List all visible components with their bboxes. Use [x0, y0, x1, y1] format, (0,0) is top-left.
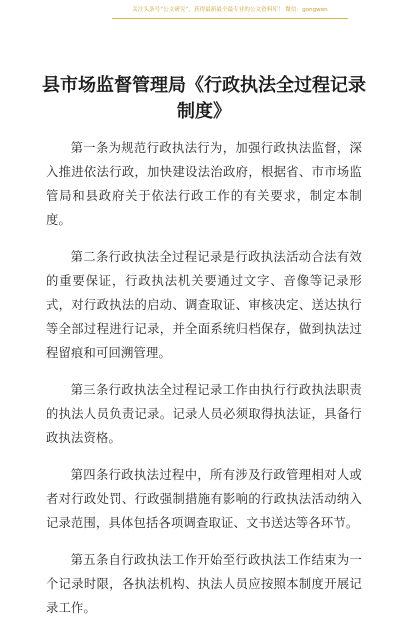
article-1-paragraph: 第一条为规范行政执法行为，加强行政执法监督，深入推进依法行政，加快建设法治政府，根据省、市市场监管局和县政府关于依法行政工作的有关要求，制定本制度。: [46, 141, 362, 227]
document-title: 县市场监督管理局《行政执法全过程记录制度》: [42, 75, 366, 122]
banner-text: 关注头条号“公文研究”，获得最新最全最专业的公文资料库！ 微信：gongwen: [132, 7, 328, 13]
top-banner: [112, 0, 348, 19]
article-2-paragraph: 第二条行政执法全过程记录是行政执法活动合法有效的重要保证，行政执法机关要通过文字、音像等记录形式，对行政执法的启动、调查取证、审核决定、送达执行等全部过程进行记录，并全面系统归档保存，做到执法过程留痕和可回溯管理。: [46, 250, 362, 360]
article-3-paragraph: 第三条行政执法全过程记录工作由执行行政执法职责的执法人员负责记录。记录人员必须取得执法证，具备行政执法资格。: [46, 383, 362, 445]
article-4-paragraph: 第四条行政执法过程中，所有涉及行政管理相对人或者对行政处罚、行政强制措施有影响的行政执法活动纳入记录范围，具体包括各项调查取证、文书送达等各环节。: [46, 468, 362, 530]
document-body: [46, 136, 362, 633]
article-5-paragraph: 第五条自行政执法工作开始至行政执法工作结束为一个记录时限，各执法机构、执法人员应按照本制度开展记录工作。: [46, 553, 362, 615]
